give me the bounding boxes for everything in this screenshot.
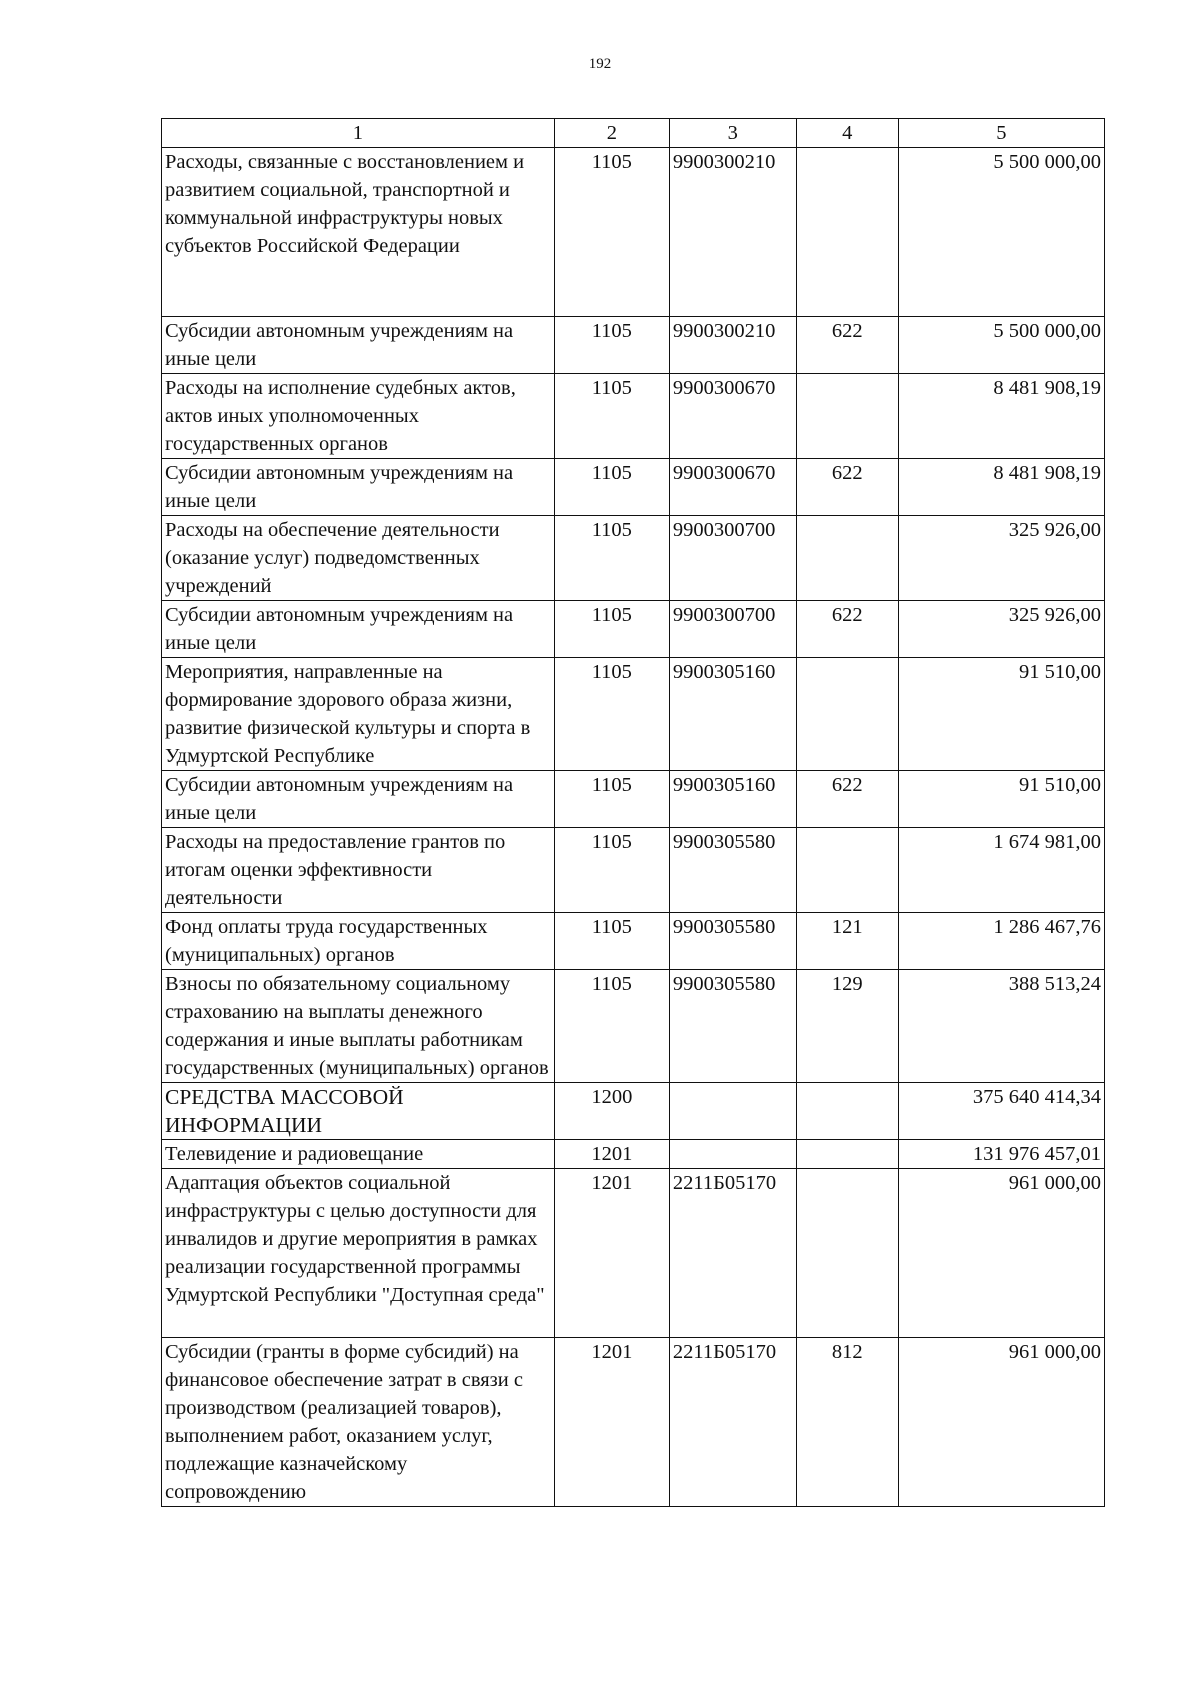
row-target-article: 9900300210 — [669, 317, 796, 374]
table-row — [162, 828, 1105, 913]
row-section: 1105 — [554, 148, 669, 317]
row-section: 1105 — [554, 374, 669, 459]
row-target-article: 9900305580 — [669, 970, 796, 1083]
row-name: Субсидии автономным учреждениям на иные цели — [162, 317, 555, 374]
row-section: 1201 — [554, 1169, 669, 1338]
row-section: 1105 — [554, 516, 669, 601]
row-section: 1105 — [554, 658, 669, 771]
row-expense-type: 622 — [796, 317, 898, 374]
row-section: 1105 — [554, 828, 669, 913]
row-expense-type: 622 — [796, 459, 898, 516]
table-row — [162, 1338, 1105, 1507]
row-expense-type — [796, 148, 898, 317]
row-amount: 961 000,00 — [898, 1169, 1104, 1338]
row-target-article: 9900305160 — [669, 658, 796, 771]
row-amount: 91 510,00 — [898, 658, 1104, 771]
row-target-article: 2211Б05170 — [669, 1338, 796, 1507]
row-amount: 1 674 981,00 — [898, 828, 1104, 913]
row-target-article: 9900300670 — [669, 374, 796, 459]
row-name: Субсидии автономным учреждениям на иные цели — [162, 601, 555, 658]
row-amount: 8 481 908,19 — [898, 459, 1104, 516]
row-amount: 5 500 000,00 — [898, 317, 1104, 374]
row-section: 1105 — [554, 459, 669, 516]
table-row — [162, 459, 1105, 516]
row-name: Расходы на исполнение судебных актов, актов иных уполномоченных государственных органов — [162, 374, 555, 459]
row-expense-type: 121 — [796, 913, 898, 970]
row-expense-type — [796, 516, 898, 601]
row-amount: 375 640 414,34 — [898, 1083, 1104, 1140]
table-header-row — [162, 119, 1105, 148]
row-section: 1105 — [554, 970, 669, 1083]
row-target-article: 9900305160 — [669, 771, 796, 828]
row-name: Расходы, связанные с восстановлением и развитием социальной, транспортной и коммунальной инфраструктуры новых субъектов Российской Федерации — [162, 148, 555, 317]
row-section: 1105 — [554, 601, 669, 658]
row-section: 1200 — [554, 1083, 669, 1140]
row-expense-type — [796, 658, 898, 771]
row-expense-type: 812 — [796, 1338, 898, 1507]
row-amount: 1 286 467,76 — [898, 913, 1104, 970]
table-row — [162, 913, 1105, 970]
table-row — [162, 516, 1105, 601]
row-amount: 8 481 908,19 — [898, 374, 1104, 459]
row-section: 1201 — [554, 1338, 669, 1507]
row-target-article: 9900300670 — [669, 459, 796, 516]
table-row — [162, 148, 1105, 317]
row-expense-type — [796, 1140, 898, 1169]
page-number: 192 — [588, 56, 612, 72]
row-expense-type — [796, 374, 898, 459]
row-section: 1105 — [554, 317, 669, 374]
row-target-article — [669, 1083, 796, 1140]
row-expense-type — [796, 1169, 898, 1338]
row-name: Адаптация объектов социальной инфраструктуры с целью доступности для инвалидов и другие мероприятия в рамках реализации государственной программы Удмуртской Республики "Доступная среда" — [162, 1169, 555, 1338]
table-row — [162, 771, 1105, 828]
row-name: Субсидии автономным учреждениям на иные цели — [162, 459, 555, 516]
row-expense-type — [796, 828, 898, 913]
row-amount: 91 510,00 — [898, 771, 1104, 828]
row-name: Фонд оплаты труда государственных (муниципальных) органов — [162, 913, 555, 970]
row-section: 1105 — [554, 913, 669, 970]
table-row — [162, 1169, 1105, 1338]
table-row — [162, 1140, 1105, 1169]
header-cell: 1 — [162, 119, 555, 148]
header-cell: 3 — [669, 119, 796, 148]
table-row — [162, 1083, 1105, 1140]
row-name: Взносы по обязательному социальному страхованию на выплаты денежного содержания и иные выплаты работникам государственных (муниципальных) органов — [162, 970, 555, 1083]
row-name: СРЕДСТВА МАССОВОЙ ИНФОРМАЦИИ — [162, 1083, 555, 1140]
row-name: Расходы на обеспечение деятельности (оказание услуг) подведомственных учреждений — [162, 516, 555, 601]
row-amount: 325 926,00 — [898, 601, 1104, 658]
budget-table — [161, 118, 1105, 1507]
table-row — [162, 970, 1105, 1083]
row-name: Мероприятия, направленные на формирование здорового образа жизни, развитие физической культуры и спорта в Удмуртской Республике — [162, 658, 555, 771]
row-name: Субсидии автономным учреждениям на иные цели — [162, 771, 555, 828]
row-target-article: 2211Б05170 — [669, 1169, 796, 1338]
row-section: 1201 — [554, 1140, 669, 1169]
row-section: 1105 — [554, 771, 669, 828]
row-amount: 131 976 457,01 — [898, 1140, 1104, 1169]
row-amount: 961 000,00 — [898, 1338, 1104, 1507]
row-expense-type: 622 — [796, 601, 898, 658]
header-cell: 4 — [796, 119, 898, 148]
row-expense-type: 129 — [796, 970, 898, 1083]
row-target-article: 9900300700 — [669, 601, 796, 658]
row-target-article: 9900300210 — [669, 148, 796, 317]
row-amount: 325 926,00 — [898, 516, 1104, 601]
row-amount: 5 500 000,00 — [898, 148, 1104, 317]
row-expense-type — [796, 1083, 898, 1140]
table-row — [162, 317, 1105, 374]
row-target-article: 9900305580 — [669, 828, 796, 913]
table-row — [162, 374, 1105, 459]
row-name: Расходы на предоставление грантов по итогам оценки эффективности деятельности — [162, 828, 555, 913]
row-name: Субсидии (гранты в форме субсидий) на финансовое обеспечение затрат в связи с производством (реализацией товаров), выполнением работ, оказанием услуг, подлежащие казначейскому сопровождению — [162, 1338, 555, 1507]
header-cell: 2 — [554, 119, 669, 148]
header-cell: 5 — [898, 119, 1104, 148]
row-expense-type: 622 — [796, 771, 898, 828]
row-target-article: 9900300700 — [669, 516, 796, 601]
row-name: Телевидение и радиовещание — [162, 1140, 555, 1169]
table-row — [162, 658, 1105, 771]
table-row — [162, 601, 1105, 658]
row-target-article: 9900305580 — [669, 913, 796, 970]
row-target-article — [669, 1140, 796, 1169]
row-amount: 388 513,24 — [898, 970, 1104, 1083]
